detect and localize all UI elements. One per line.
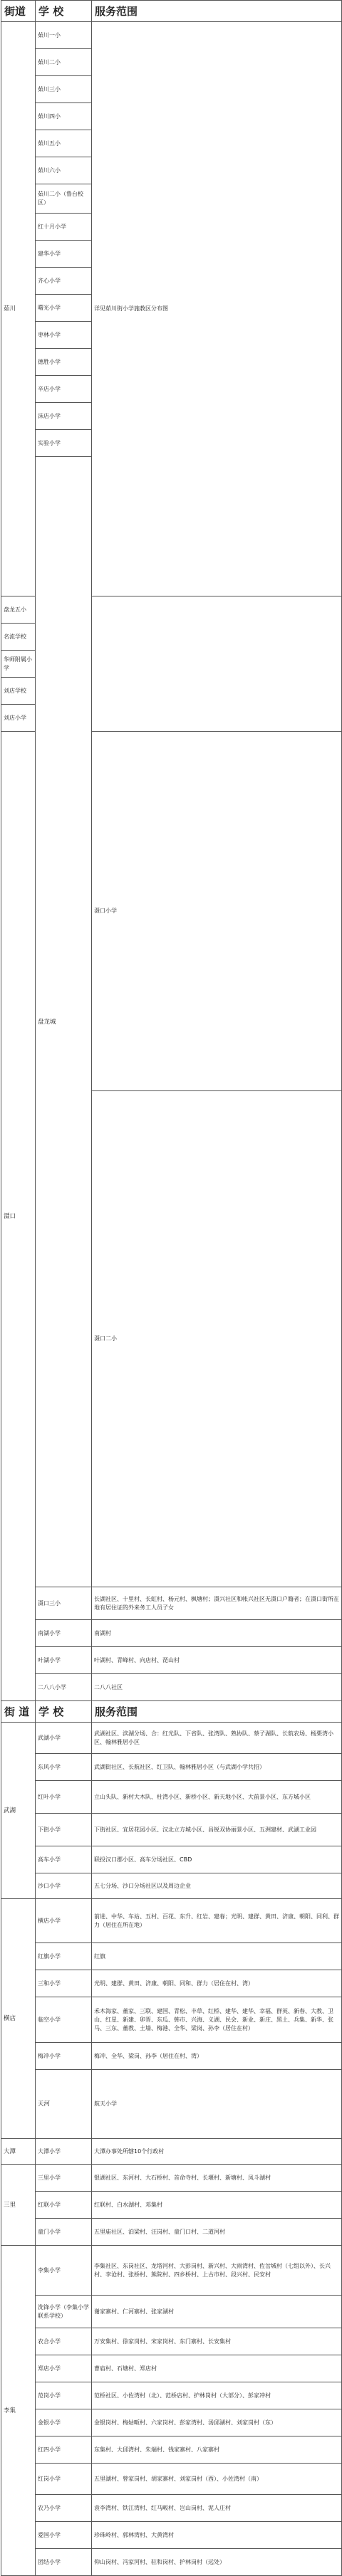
school-cell: 建华小学 xyxy=(36,241,92,268)
school-cell: 童门小学 xyxy=(36,2219,92,2246)
range-cell: 武湖街社区、长航社区、红卫队、翰林雅居小区（与武湖小学共招） xyxy=(92,1754,342,1781)
school-cell: 东风小学 xyxy=(36,1754,92,1781)
range-cell: 梅冲、全华、梁岗、孙李（居住在村、湾） xyxy=(92,2043,342,2070)
street-cell: 三里 xyxy=(1,2165,36,2246)
school-cell: 临空小学 xyxy=(36,1997,92,2043)
range-cell: 下街社区、宜居花园小区、汉北立方城小区、昌锐双协丽景小区、五洲建材、武湖工业园 xyxy=(92,1814,342,1846)
table-row xyxy=(1,1674,342,1701)
range-cell: 前进、中华、车站、五村、百花、东升、红岩、建春；光明、建群、黄田、济康、朝阳、同利、群力（居住在所在地） xyxy=(92,1899,342,1943)
table-row xyxy=(1,1587,342,1620)
street-cell: 武湖 xyxy=(1,1723,36,1899)
school-cell: 红岗小学 xyxy=(36,2464,92,2495)
street-cell: 横店 xyxy=(1,1899,36,2139)
range-cell: 禾木海家、董家、三联、建国、青松、丰草、红桥、建华、建华、幸福、群英、新春、大教、卫山、红星、新建、卯晋、东瓜、韩市、兴海、义湖、民会、新业、新庄、黑土、兵集、新华、张马、三东、董教、土墙、梅港、全华、梁岗、孙李（居住在村） xyxy=(92,1997,342,2043)
range-cell: 范桥社区、小佐湾村（北）、范桥店村、护林岗村（大部分）、彭家冲村 xyxy=(92,2382,342,2409)
school-cell: 红十月小学 xyxy=(36,214,92,241)
range-cell: 长湖社区、十里村、长虹村、杨元村、枫塘村；滠兴社区和帐兴社区无滠口户籍者；在滠口街所在地有居住证的外来务工人员子女 xyxy=(92,1587,342,1620)
school-cell: 辛店小学 xyxy=(36,376,92,403)
school-cell: 刘店小学 xyxy=(1,705,36,732)
school-cell: 滠口小学 xyxy=(92,732,342,1091)
street-cell: 李集 xyxy=(1,2246,36,2576)
table-row xyxy=(1,2165,342,2192)
table-row xyxy=(1,1970,342,1997)
table-row xyxy=(1,1943,342,1970)
table-header-row xyxy=(1,1,342,22)
school-cell: 齐心小学 xyxy=(36,268,92,295)
table-row xyxy=(1,2296,342,2328)
school-cell: 农乃小学 xyxy=(36,2495,92,2522)
header-school: 学 校 xyxy=(36,1,92,22)
school-cell: 叶湖小学 xyxy=(36,1647,92,1674)
school-cell: 茹川二小 xyxy=(36,49,92,76)
school-cell: 红旗小学 xyxy=(36,1943,92,1970)
table-row xyxy=(1,2436,342,2464)
table-row xyxy=(1,2328,342,2355)
street-cell: 盘龙城 xyxy=(36,457,92,1587)
table-row xyxy=(1,1647,342,1674)
table-row xyxy=(1,2409,342,2436)
school-cell: 金银小学 xyxy=(36,2409,92,2436)
table-row xyxy=(1,2070,342,2139)
school-cell: 华师附属小学 xyxy=(1,651,36,678)
header-school: 学 校 xyxy=(36,1701,92,1723)
range-cell: 谢家寨村、仁河寨村、张家湖村 xyxy=(92,2296,342,2328)
range-cell: 立山头队、新村大木队、杜湾小区、新桥小区、新天地小区、大前景小区、东方城小区 xyxy=(92,1781,342,1814)
school-district-table xyxy=(1,0,342,2576)
school-cell: 茹川一小 xyxy=(36,22,92,49)
school-cell: 南湖小学 xyxy=(36,1620,92,1647)
table-row xyxy=(1,1997,342,2043)
range-cell: 联投汉口郡小区、高车分场社区、CBD xyxy=(92,1846,342,1873)
school-cell: 洗锋小学（李集小学联系学校） xyxy=(36,2296,92,2328)
school-cell: 高车小学 xyxy=(36,1846,92,1873)
table-row xyxy=(1,22,342,49)
range-cell: 五里庙社区、泊梁村、汪岗村、童门口村、二道河村 xyxy=(92,2219,342,2246)
table-row xyxy=(1,1814,342,1846)
school-cell: 枣林小学 xyxy=(36,322,92,349)
school-cell: 红联小学 xyxy=(36,2192,92,2219)
school-cell: 茹川二小（鲁台校区） xyxy=(36,184,92,214)
table-row xyxy=(1,2495,342,2522)
school-cell: 茹川三小 xyxy=(36,76,92,103)
school-cell: 沫店小学 xyxy=(36,403,92,430)
school-cell: 红叶小学 xyxy=(36,1781,92,1814)
range-cell: 珍珠岭村、郭林湾村、大黄湾村 xyxy=(92,2522,342,2549)
table-row xyxy=(1,2246,342,2296)
school-cell: 刘店学校 xyxy=(1,678,36,705)
table-row xyxy=(1,1846,342,1873)
school-cell: 滠口二小 xyxy=(92,1091,342,1587)
header-street: 街道 xyxy=(1,1,36,22)
street-cell: 茹川 xyxy=(1,22,36,596)
table-row xyxy=(1,2043,342,2070)
school-cell: 梅冲小学 xyxy=(36,2043,92,2070)
range-cell: 五七分场、沙口分场社区以及周边企业 xyxy=(92,1873,342,1899)
range-cell: 南湖村 xyxy=(92,1620,342,1647)
table-row xyxy=(1,2382,342,2409)
range-cell: 红联村、白水湖村、邓集村 xyxy=(92,2192,342,2219)
school-cell: 德胜小学 xyxy=(36,349,92,376)
range-cell: 二八八社区 xyxy=(92,1674,342,1701)
table-header-row xyxy=(1,1701,342,1723)
school-cell: 沙口小学 xyxy=(36,1873,92,1899)
school-cell: 滠口三小 xyxy=(36,1587,92,1620)
header-street: 街 道 xyxy=(1,1701,36,1723)
range-cell: 五里湖村、曾家岗村、胡家寨村、刘家岗村（西）、小佐湾村（南） xyxy=(92,2464,342,2495)
range-cell: 叶湖村、青峰村、向店村、琵山村 xyxy=(92,1647,342,1674)
school-cell: 范岗小学 xyxy=(36,2382,92,2409)
range-cell: 万安集村、徐家岗村、宋家岗村、东门寨村、长安集村 xyxy=(92,2328,342,2355)
school-cell: 郑店小学 xyxy=(36,2355,92,2382)
table-row xyxy=(1,1873,342,1899)
range-cell: 袁李湾村、铁江湾村、红马畈村、岂山岗村、泥人庄村 xyxy=(92,2495,342,2522)
school-cell: 下街小学 xyxy=(36,1814,92,1846)
table-row xyxy=(1,2192,342,2219)
street-cell: 大潭 xyxy=(1,2139,36,2165)
range-cell: 详见茹川街小学施教区分布图 xyxy=(92,22,342,596)
school-cell: 曙光小学 xyxy=(36,295,92,322)
school-cell: 大潭小学 xyxy=(36,2139,92,2165)
school-cell: 李集小学 xyxy=(36,2246,92,2296)
range-cell: 李集社区、东岗社区、龙塔河村、大彭岗村、新兴村、大雨湾村、佐岔城村（七组以外）、长兴村、李沧村、张桥村、熊院村、四乡桥村、上古市村、段兴村、民安村 xyxy=(92,2246,342,2296)
school-cell: 武湖小学 xyxy=(36,1723,92,1754)
school-cell: 三里小学 xyxy=(36,2165,92,2192)
range-cell: 大潭办事处所辖10个行政村 xyxy=(92,2139,342,2165)
school-cell: 二八八小学 xyxy=(36,1674,92,1701)
range-cell: 红旗 xyxy=(92,1943,342,1970)
range-cell: 东集村、大邱湾村、朱端村、钱家寨村、八家寨村 xyxy=(92,2436,342,2464)
table-row xyxy=(1,1723,342,1754)
street-cell: 滠口 xyxy=(1,732,36,1701)
table-row xyxy=(1,2139,342,2165)
table-row xyxy=(1,1781,342,1814)
school-cell: 茹川四小 xyxy=(36,103,92,130)
range-cell: 光明、建群、黄田、济康、朝阳、同和、群力（居住在村、湾） xyxy=(92,1970,342,1997)
school-cell: 茹川五小 xyxy=(36,130,92,157)
table-row xyxy=(1,2355,342,2382)
school-cell: 红四小学 xyxy=(36,2436,92,2464)
table-row xyxy=(1,1620,342,1647)
table-row xyxy=(1,2522,342,2549)
table-row xyxy=(1,2219,342,2246)
school-cell: 航天小学 xyxy=(92,2070,342,2139)
school-cell: 横店小学 xyxy=(36,1899,92,1943)
school-cell: 团结小学 xyxy=(36,2549,92,2576)
school-cell: 名流学校 xyxy=(1,624,36,651)
table-row xyxy=(1,2464,342,2495)
school-cell: 爱国小学 xyxy=(36,2522,92,2549)
table-row xyxy=(1,1754,342,1781)
range-cell: 金银岗村、梅姑畈村、六家岗村、彭家湾村、汤邱湖村、刘家岗村（东） xyxy=(92,2409,342,2436)
header-range: 服务范围 xyxy=(92,1,342,22)
table-row xyxy=(1,2549,342,2576)
header-range: 服务范围 xyxy=(92,1701,342,1723)
street-cell: 天河 xyxy=(36,2070,92,2139)
range-cell: 曹庙村、石塘村、郑店村 xyxy=(92,2355,342,2382)
range-cell: 银湖社区、东河村、大石桥村、首命寺村、长堰村、新塘村、凤斗湖村 xyxy=(92,2165,342,2192)
school-cell: 实验小学 xyxy=(36,430,92,457)
table-row xyxy=(1,1899,342,1943)
school-cell: 茹川六小 xyxy=(36,157,92,184)
school-cell: 盘龙五小 xyxy=(1,596,36,624)
range-cell: 仰山岗村、冯家河村、驻和岗村、护林岗村（远处） xyxy=(92,2549,342,2576)
school-cell: 三和小学 xyxy=(36,1970,92,1997)
range-cell: 武湖社区、滨湖分场、合：红光队、下省队、张湾队、熟协队、蔡子湖队、长航农场、杨栗湾小区、翰林雅居小区 xyxy=(92,1723,342,1754)
school-cell: 农合小学 xyxy=(36,2328,92,2355)
